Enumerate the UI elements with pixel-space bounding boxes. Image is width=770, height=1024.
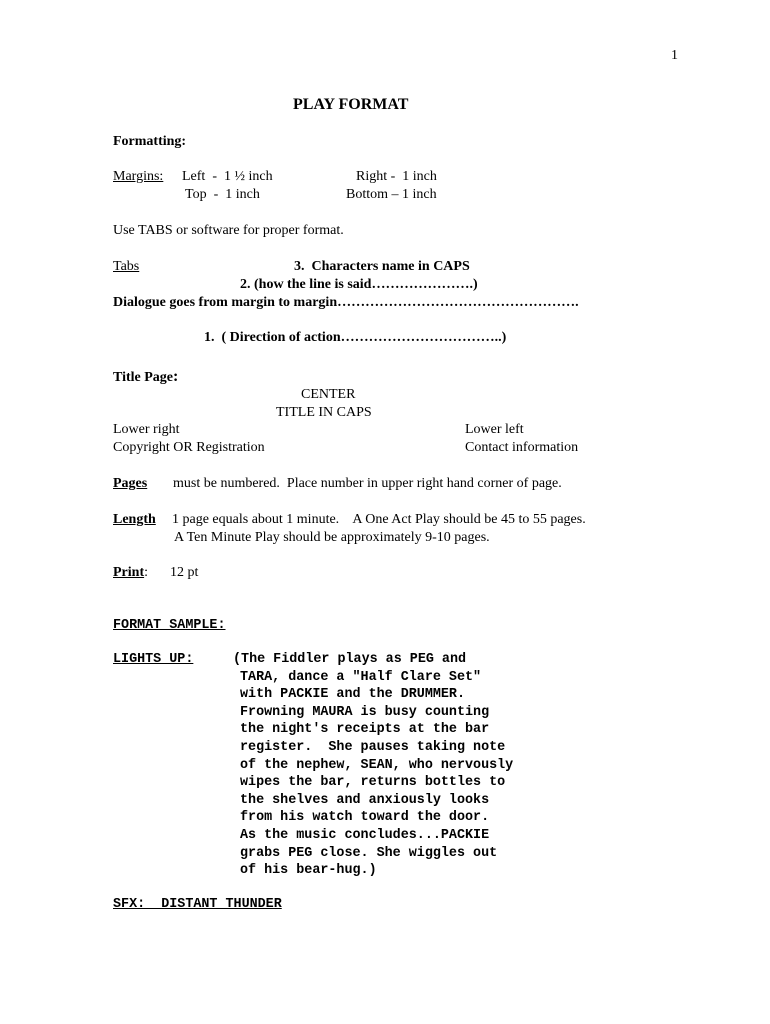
tab-characters: 3. Characters name in CAPS <box>294 259 470 274</box>
pages-text: must be numbered. Place number in upper right hand corner of page. <box>173 476 562 491</box>
format-sample-heading: FORMAT SAMPLE: <box>113 618 226 633</box>
print-label: Print <box>113 565 145 580</box>
print-value: 12 pt <box>170 565 199 580</box>
margin-right: Right - 1 inch <box>356 169 437 184</box>
tab-direction: 1. ( Direction of action……………………………..) <box>204 330 507 345</box>
sample-line: As the music concludes...PACKIE <box>240 828 490 843</box>
length-label: Length <box>113 512 156 527</box>
title-page-copyright: Copyright OR Registration <box>113 440 265 455</box>
pages-label: Pages <box>113 476 148 491</box>
sample-line: of his bear-hug.) <box>240 863 377 878</box>
sample-line: of the nephew, SEAN, who nervously <box>240 758 514 773</box>
sample-line: TARA, dance a "Half Clare Set" <box>240 670 482 685</box>
sample-line: with PACKIE and the DRUMMER. <box>240 687 465 702</box>
margin-bottom: Bottom – 1 inch <box>346 187 437 202</box>
title-page-center: CENTER <box>301 387 356 402</box>
page-title: PLAY FORMAT <box>293 96 409 113</box>
length-line-1: 1 page equals about 1 minute. A One Act Play should be 45 to 55 pages. <box>172 512 586 527</box>
margin-left: Left - 1 ½ inch <box>182 169 273 184</box>
sample-line: the night's receipts at the bar <box>240 722 490 737</box>
formatting-heading: Formatting: <box>113 134 187 149</box>
sample-line: from his watch toward the door. <box>240 810 490 825</box>
sample-line: grabs PEG close. She wiggles out <box>240 846 498 861</box>
sample-line: the shelves and anxiously looks <box>240 793 490 808</box>
tabs-note: Use TABS or software for proper format. <box>113 223 344 238</box>
title-page-lower-right: Lower right <box>113 422 180 437</box>
lights-up-label: LIGHTS UP: <box>113 652 194 667</box>
margins-label: Margins: <box>113 169 164 184</box>
sample-line: Frowning MAURA is busy counting <box>240 705 490 720</box>
margin-top: Top - 1 inch <box>185 187 260 202</box>
sample-line: register. She pauses taking note <box>240 740 506 755</box>
print-line: Print: <box>113 565 148 580</box>
sfx-line: SFX: DISTANT THUNDER <box>113 897 282 912</box>
tab-dialogue: Dialogue goes from margin to margin……………………………………………. <box>113 295 579 310</box>
title-page-lower-left: Lower left <box>465 422 524 437</box>
title-page-title-caps: TITLE IN CAPS <box>276 405 372 420</box>
sample-line: wipes the bar, returns bottles to <box>240 775 506 790</box>
tabs-label: Tabs <box>113 259 140 274</box>
title-page-contact: Contact information <box>465 440 579 455</box>
sample-line: (The Fiddler plays as PEG and <box>233 652 467 667</box>
title-page-heading: Title Page: <box>113 368 179 385</box>
tab-how-said: 2. (how the line is said………………….) <box>240 277 478 292</box>
length-line-2: A Ten Minute Play should be approximately 9-10 pages. <box>174 530 490 545</box>
page-number: 1 <box>671 48 678 63</box>
